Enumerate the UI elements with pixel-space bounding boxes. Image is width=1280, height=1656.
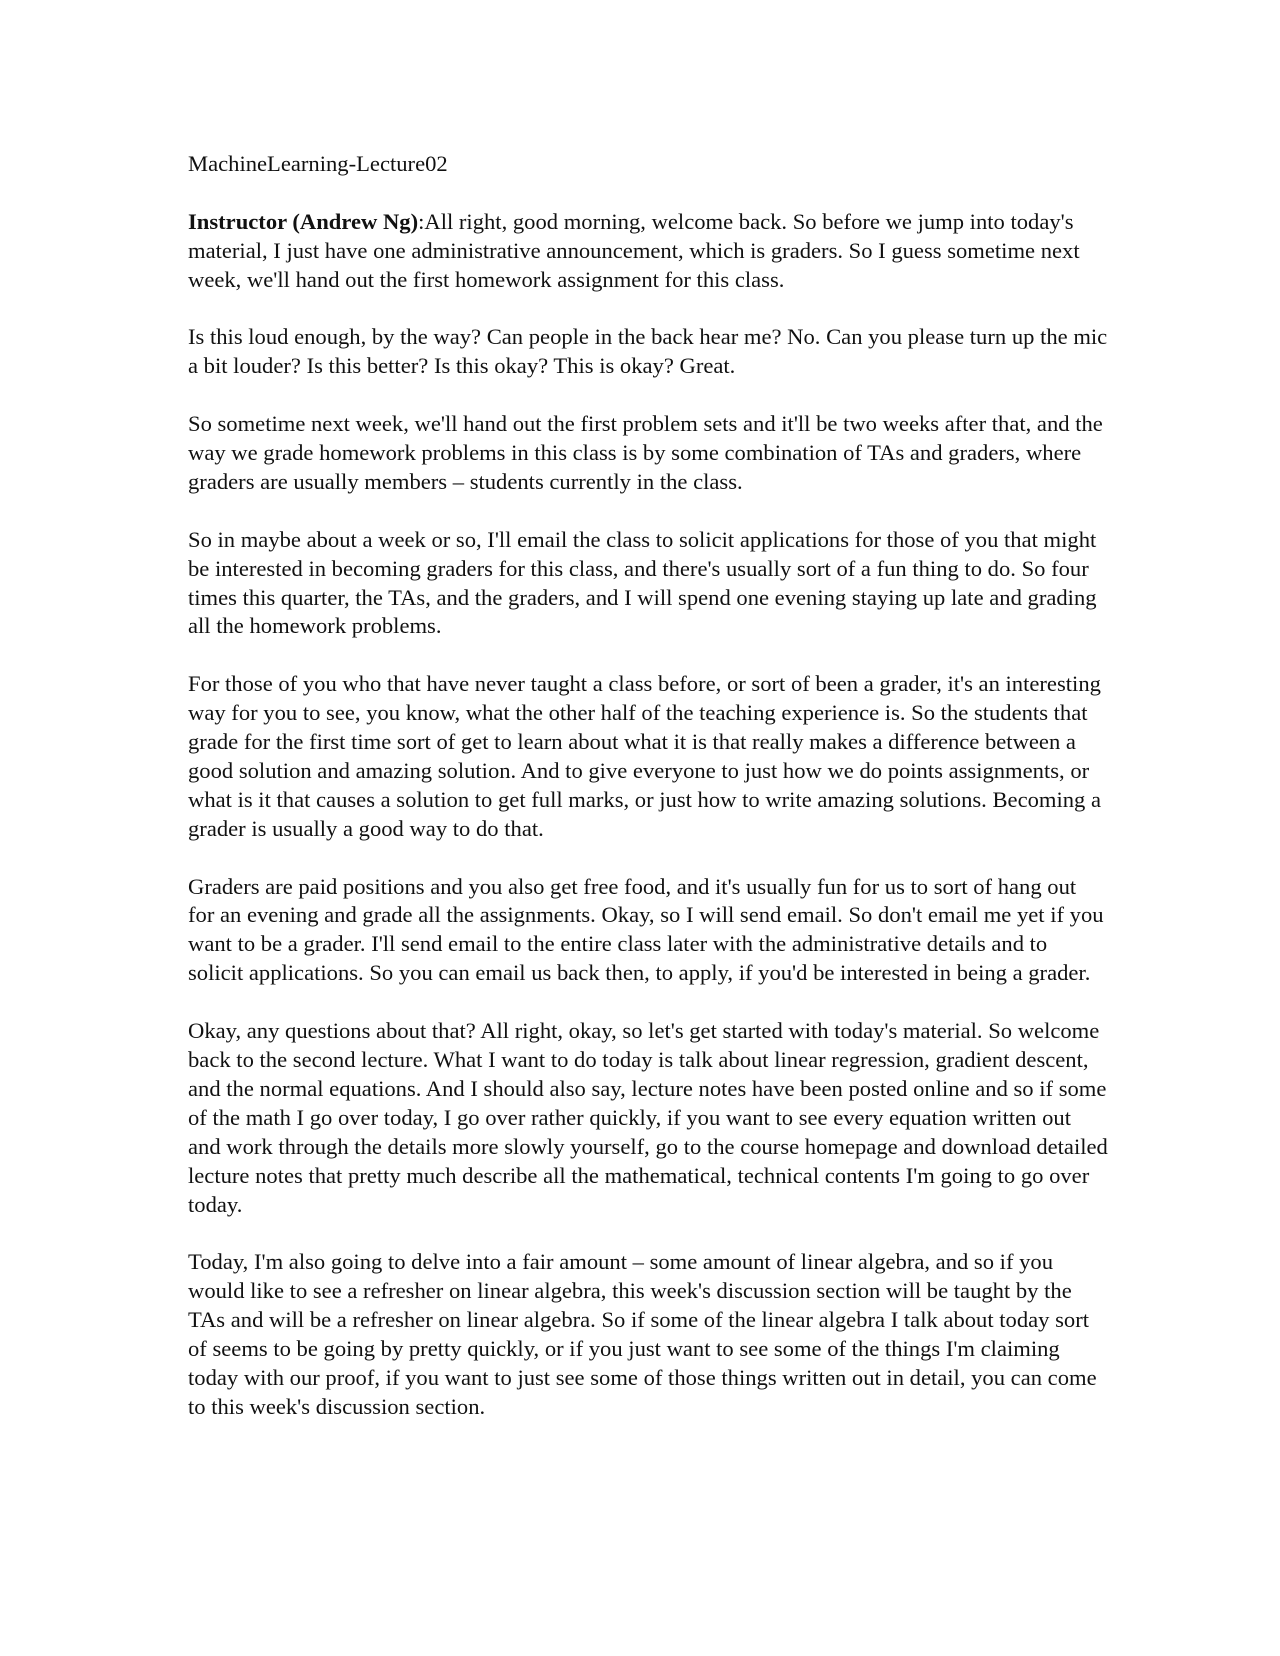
- paragraph-1-text: All right, good morning, welcome back. So before we jump into today's material, I just have one administrative announcement, which is graders. So I guess sometime next week, we'll hand out the first homework assignment for this class.: [188, 208, 1080, 292]
- paragraph-3: So sometime next week, we'll hand out the first problem sets and it'll be two weeks after that, and the way we grade homework problems in this class is by some combination of TAs and graders, where graders are usually members – students currently in the class.: [188, 411, 1103, 494]
- paragraph-5: For those of you who that have never taught a class before, or sort of been a grader, it's an interesting way for you to see, you know, what the other half of the teaching experience is. So the students that grade for the first time sort of get to learn about what it is that really makes a difference between a good solution and amazing solution. And to give everyone to just how we do points assignments, or what is it that causes a solution to get full marks, or just how to write amazing solutions. Becoming a grader is usually a good way to do that.: [188, 671, 1102, 841]
- document-page: [188, 150, 1108, 1451]
- paragraph-2: Is this loud enough, by the way? Can people in the back hear me? No. Can you please turn up the mic a bit louder? Is this better? Is this okay? This is okay? Great.: [188, 324, 1108, 379]
- speaker-label: Instructor (Andrew Ng): [188, 208, 419, 234]
- paragraph-8: Today, I'm also going to delve into a fair amount – some amount of linear algebra, and so if you would like to see a refresher on linear algebra, this week's discussion section will be taught by the TAs and will be a refresher on linear algebra. So if some of the linear algebra I talk about today sort of seems to be going by pretty quickly, or if you just want to see some of the things I'm claiming today with our proof, if you want to just see some of those things written out in detail, you can come to this week's discussion section.: [188, 1249, 1097, 1419]
- speaker-colon: :: [418, 208, 425, 234]
- paragraph-7: Okay, any questions about that? All right, okay, so let's get started with today's material. So welcome back to the second lecture. What I want to do today is talk about linear regression, gradient descent, and the normal equations. And I should also say, lecture notes have been posted online and so if some of the math I go over today, I go over rather quickly, if you want to see every equation written out and work through the details more slowly yourself, go to the course homepage and download detailed lecture notes that pretty much describe all the mathematical, technical contents I'm going to go over today.: [188, 1018, 1108, 1217]
- paragraph-4: So in maybe about a week or so, I'll email the class to solicit applications for those of you that might be interested in becoming graders for this class, and there's usually sort of a fun thing to do. So four times this quarter, the TAs, and the graders, and I will spend one evening staying up late and grading all the homework problems.: [188, 526, 1097, 639]
- document-title: MachineLearning-Lecture02: [188, 151, 448, 176]
- paragraph-6: Graders are paid positions and you also get free food, and it's usually fun for us to sort of hang out for an evening and grade all the assignments. Okay, so I will send email. So don't email me yet if you want to be a grader. I'll send email to the entire class later with the administrative details and to solicit applications. So you can email us back then, to apply, if you'd be interested in being a grader.: [188, 873, 1104, 986]
- paragraph-1: [188, 208, 1108, 295]
